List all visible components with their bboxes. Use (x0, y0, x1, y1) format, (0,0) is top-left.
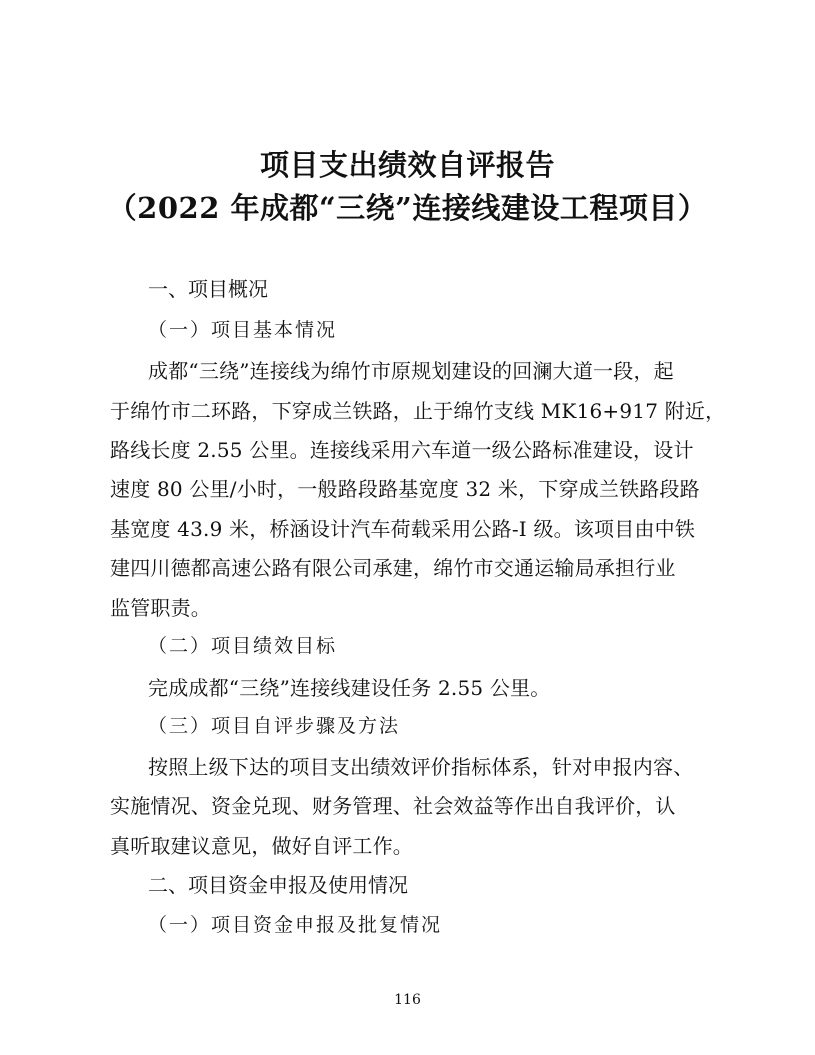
paragraph-line: 按照上级下达的项目支出绩效评价指标体系，针对申报内容、 (148, 755, 694, 779)
paragraph-line: 建四川德都高速公路有限公司承建，绵竹市交通运输局承担行业 (110, 556, 676, 580)
paragraph-line: 真听取建议意见，做好自评工作。 (110, 834, 413, 858)
section-heading-overview: 一、项目概况 (148, 277, 268, 301)
subheading-funding-application: （一）项目资金申报及批复情况 (148, 914, 443, 936)
subheading-performance-goal: （二）项目绩效目标 (148, 635, 338, 657)
paragraph-line: 实施情况、资金兑现、财务管理、社会效益等作出自我评价，认 (110, 794, 676, 818)
page-number: 116 (394, 992, 421, 1008)
paragraph-line: 基宽度 43.9 米，桥涵设计汽车荷载采用公路-I 级。该项目由中铁 (110, 517, 696, 541)
section-heading-funding: 二、项目资金申报及使用情况 (148, 873, 408, 897)
paragraph-line: 成都“三绕”连接线为绵竹市原规划建设的回澜大道一段，起 (148, 359, 674, 383)
paragraph-line: 速度 80 公里/小时，一般路段路基宽度 32 米，下穿成兰铁路段路 (110, 477, 700, 501)
paragraph-line: 于绵竹市二环路，下穿成兰铁路，止于绵竹支线 MK16+917 附近， (110, 399, 726, 423)
report-title: 项目支出绩效自评报告 (259, 148, 555, 182)
paragraph-line: 路线长度 2.55 公里。连接线采用六车道一级公路标准建设，设计 (110, 438, 694, 462)
report-subtitle: （2022 年成都“三绕”连接线建设工程项目） (107, 191, 708, 225)
paragraph-line: 完成成都“三绕”连接线建设任务 2.55 公里。 (148, 676, 551, 700)
subheading-basic-info: （一）项目基本情况 (148, 319, 338, 341)
subheading-evaluation-method: （三）项目自评步骤及方法 (148, 715, 401, 737)
paragraph-line: 监管职责。 (110, 596, 211, 620)
